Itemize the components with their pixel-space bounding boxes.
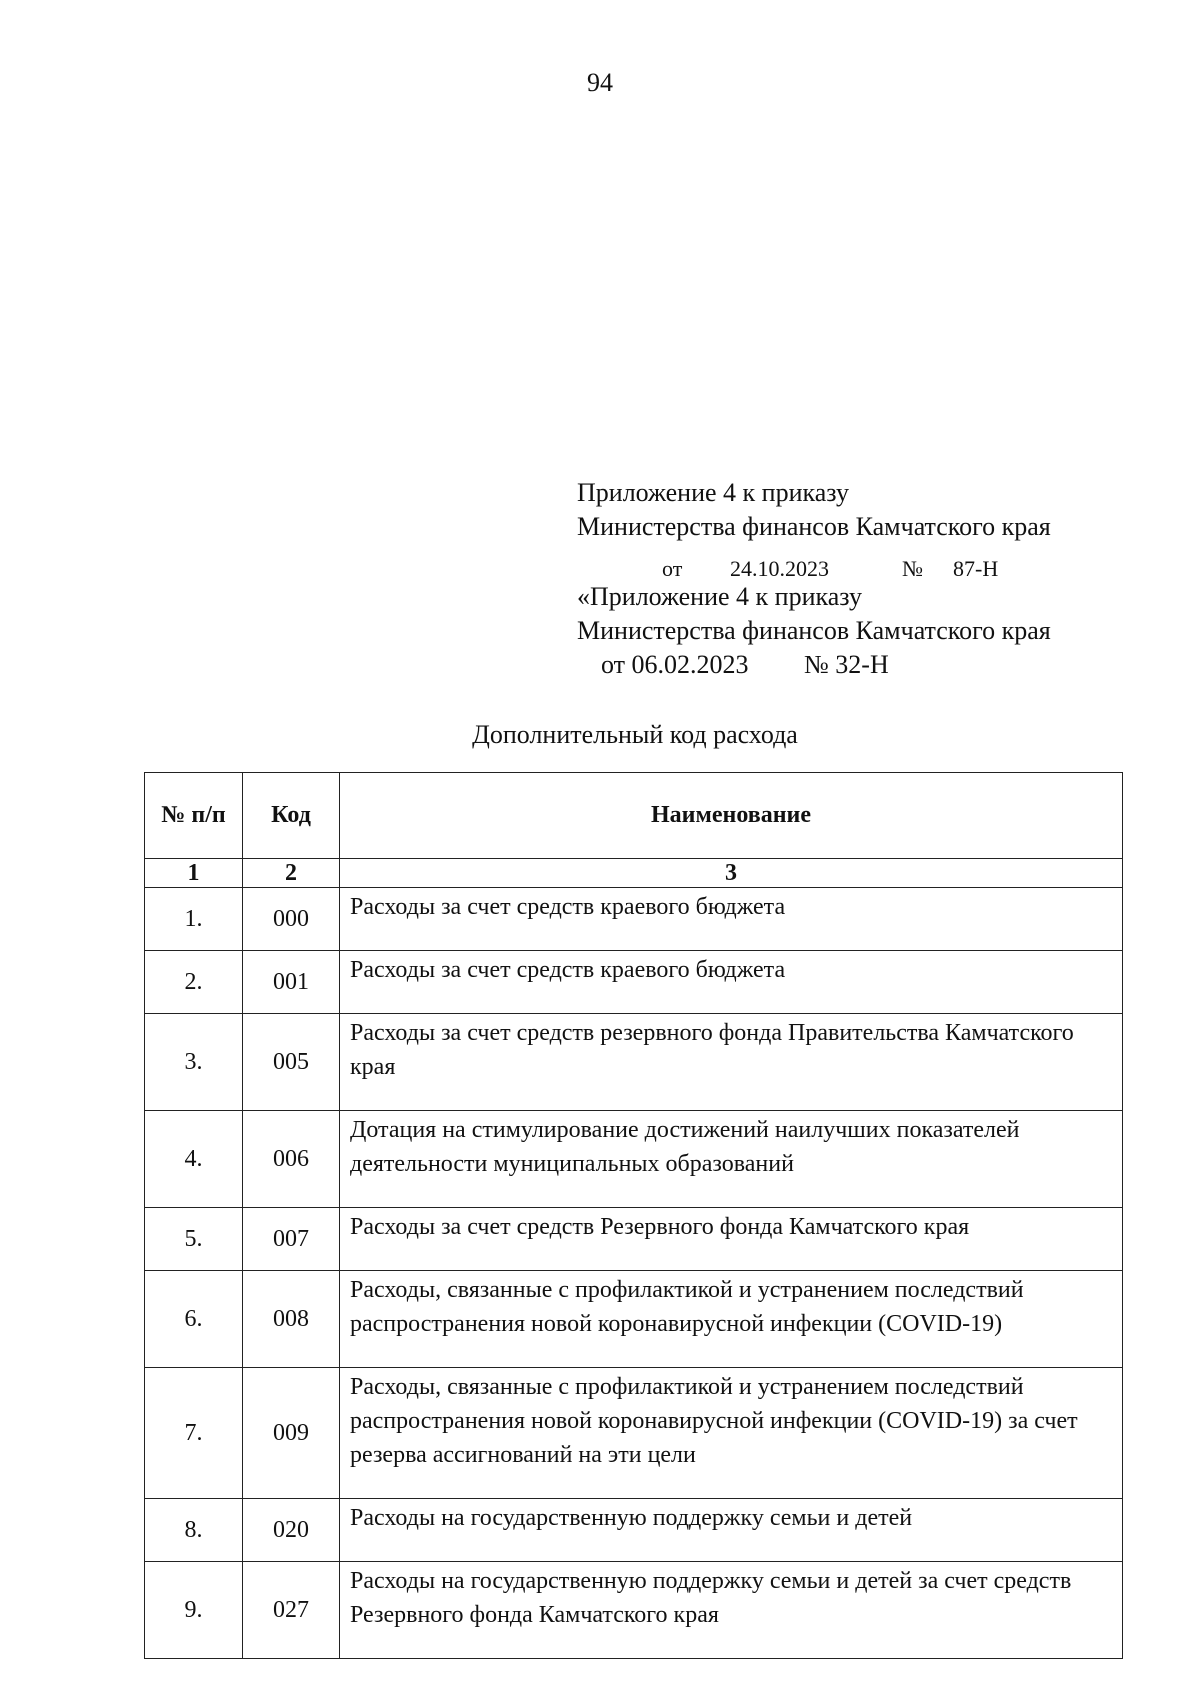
row-code: 001	[243, 951, 340, 1014]
column-numbering-row	[145, 859, 1123, 888]
row-number: 1.	[145, 888, 243, 951]
row-number: 4.	[145, 1111, 243, 1208]
row-name: Расходы на государственную поддержку семьи и детей за счет средств Резервного фонда Камчатского края	[340, 1562, 1123, 1659]
appendix-date: 24.10.2023	[730, 556, 829, 581]
row-name: Расходы за счет средств Резервного фонда Камчатского края	[340, 1208, 1123, 1271]
appendix-number: 87-Н	[953, 556, 999, 581]
row-number: 2.	[145, 951, 243, 1014]
row-code: 006	[243, 1111, 340, 1208]
table-row	[145, 1562, 1123, 1659]
appendix-line-5: Министерства финансов Камчатского края	[577, 616, 1051, 645]
appendix-line-4: «Приложение 4 к приказу	[577, 582, 863, 611]
header-code: Код	[243, 773, 340, 859]
row-number: 6.	[145, 1271, 243, 1368]
appendix-line-1: Приложение 4 к приказу	[577, 478, 850, 507]
appendix-header	[0, 0, 1200, 700]
table-row	[145, 888, 1123, 951]
row-number: 9.	[145, 1562, 243, 1659]
appendix-line-2: Министерства финансов Камчатского края	[577, 512, 1051, 541]
row-code: 027	[243, 1562, 340, 1659]
column-number: 3	[340, 859, 1123, 888]
appendix-original-number: № 32-Н	[804, 650, 889, 679]
table-row	[145, 1499, 1123, 1562]
row-name: Расходы, связанные с профилактикой и устранением последствий распространения новой коронавирусной инфекции (COVID-19) за счет резерва ассигнований на эти цели	[340, 1368, 1123, 1499]
row-name: Расходы за счет средств резервного фонда Правительства Камчатского края	[340, 1014, 1123, 1111]
table-row	[145, 951, 1123, 1014]
column-number: 2	[243, 859, 340, 888]
table-row	[145, 1208, 1123, 1271]
row-name: Расходы за счет средств краевого бюджета	[340, 888, 1123, 951]
row-name: Расходы, связанные с профилактикой и устранением последствий распространения новой коронавирусной инфекции (COVID-19)	[340, 1271, 1123, 1368]
row-code: 007	[243, 1208, 340, 1271]
document-title: Дополнительный код расхода	[472, 720, 798, 749]
row-code: 008	[243, 1271, 340, 1368]
row-code: 005	[243, 1014, 340, 1111]
appendix-original-date: от 06.02.2023	[601, 650, 749, 679]
table-row	[145, 1368, 1123, 1499]
header-number: № п/п	[145, 773, 243, 859]
row-name: Дотация на стимулирование достижений наилучших показателей деятельности муниципальных образований	[340, 1111, 1123, 1208]
row-code: 000	[243, 888, 340, 951]
column-number: 1	[145, 859, 243, 888]
row-number: 8.	[145, 1499, 243, 1562]
table-row	[145, 1271, 1123, 1368]
header-name: Наименование	[340, 773, 1123, 859]
page-number: 94	[587, 68, 613, 97]
row-number: 7.	[145, 1368, 243, 1499]
row-code: 020	[243, 1499, 340, 1562]
row-name: Расходы на государственную поддержку семьи и детей	[340, 1499, 1123, 1562]
expense-codes-table	[144, 772, 1123, 1659]
appendix-number-sign: №	[902, 556, 923, 581]
table-row	[145, 1111, 1123, 1208]
table-header-row	[145, 773, 1123, 859]
appendix-from-label: от	[662, 556, 683, 581]
row-number: 3.	[145, 1014, 243, 1111]
table-row	[145, 1014, 1123, 1111]
row-name: Расходы за счет средств краевого бюджета	[340, 951, 1123, 1014]
row-code: 009	[243, 1368, 340, 1499]
row-number: 5.	[145, 1208, 243, 1271]
